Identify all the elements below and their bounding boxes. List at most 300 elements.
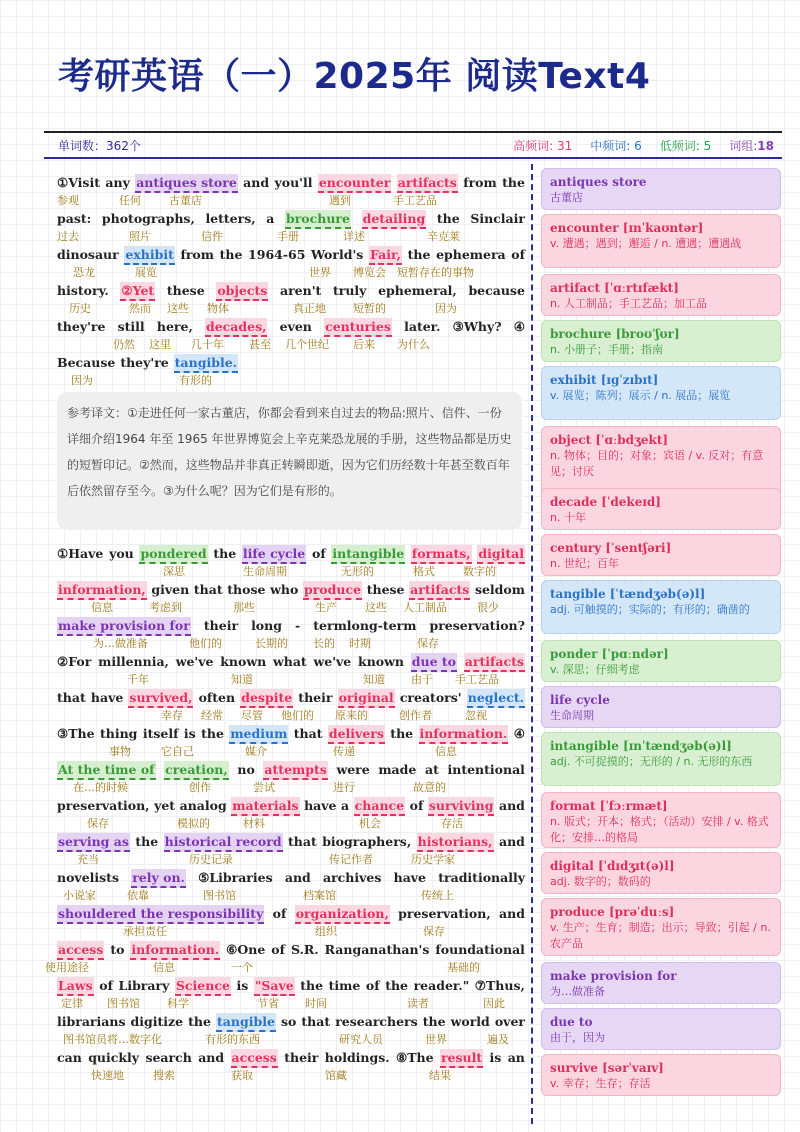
word: the xyxy=(422,1014,446,1029)
word: that xyxy=(301,1014,331,1029)
word: search xyxy=(145,1050,192,1065)
word: Because xyxy=(57,355,116,370)
chinese-gloss: 博览会 xyxy=(353,266,386,279)
vocab-definition: adj. 不可捉摸的；无形的 / n. 无形的东西 xyxy=(550,755,753,768)
word: preservation? xyxy=(429,618,525,633)
passage-line xyxy=(57,174,525,210)
word: so xyxy=(280,1014,297,1029)
vocab-word: intangible [ɪnˈtændʒəb(ə)l] xyxy=(550,739,732,753)
word: traditionally xyxy=(438,870,525,885)
word: the xyxy=(300,978,324,993)
word: that xyxy=(288,834,317,849)
chinese-gloss: 考虑到 xyxy=(149,601,182,614)
chinese-gloss: 知道 xyxy=(231,673,253,686)
highlighted-term: information. xyxy=(130,941,220,960)
word: made xyxy=(378,762,417,777)
word: preservation, xyxy=(57,798,150,813)
highlighted-term: exhibit xyxy=(124,246,175,265)
word: a xyxy=(266,211,275,226)
word: - xyxy=(295,618,301,633)
chinese-gloss: 传递 xyxy=(333,745,355,758)
word: have xyxy=(304,798,337,813)
highlighted-term: organization, xyxy=(295,905,390,924)
chinese-gloss: 信息 xyxy=(153,961,175,974)
chinese-gloss: 基础的 xyxy=(447,961,480,974)
vocab-card xyxy=(541,366,781,420)
word: ⑧The xyxy=(396,1050,434,1065)
word: truly xyxy=(332,283,367,298)
word: that xyxy=(293,726,323,741)
vocab-card xyxy=(541,1008,781,1050)
word: have xyxy=(393,870,427,885)
english-text xyxy=(57,761,525,780)
vocab-definition: n. 小册子；手册；指南 xyxy=(550,343,663,356)
english-text xyxy=(57,653,525,672)
vocab-definition: v. 遭遇；遇到；邂逅 / n. 遭遇；遭遇战 xyxy=(550,237,742,250)
low-frequency-value: 5 xyxy=(703,138,712,153)
chinese-gloss: 有形的 xyxy=(179,374,212,387)
english-text xyxy=(57,210,525,229)
chinese-gloss: 格式 xyxy=(413,565,435,578)
passage-line xyxy=(57,797,525,833)
word: the xyxy=(201,726,224,741)
highlighted-term: tangible. xyxy=(174,354,238,373)
highlighted-term: Science xyxy=(175,977,231,996)
chinese-gloss: 这些 xyxy=(167,302,189,315)
highlighted-term: access xyxy=(57,941,104,960)
word: reader." xyxy=(413,978,470,993)
passage-line xyxy=(57,282,525,318)
word: analog xyxy=(179,798,227,813)
word: ephemera xyxy=(436,247,506,262)
chinese-gloss: 时间 xyxy=(305,997,327,1010)
mid-frequency-count xyxy=(590,137,642,154)
chinese-gloss: 遍及 xyxy=(487,1033,509,1046)
highlighted-term: brochure xyxy=(285,210,351,229)
chinese-gloss: 几个世纪 xyxy=(285,338,329,351)
word: 1964-65 xyxy=(248,247,306,262)
highlighted-term: attempts xyxy=(263,761,327,780)
highlighted-term: delivers xyxy=(328,725,385,744)
word: no xyxy=(237,762,255,777)
highlighted-term: artifacts xyxy=(409,581,470,600)
english-text xyxy=(57,725,525,744)
word-count xyxy=(58,137,141,154)
vocab-word: produce [prəˈduːs] xyxy=(550,905,675,919)
chinese-gloss: 时期 xyxy=(349,637,371,650)
english-text xyxy=(57,941,525,960)
word: you xyxy=(109,546,134,561)
word-count-label: 单词数： xyxy=(58,138,107,153)
highlighted-term: Fair, xyxy=(369,246,402,265)
word: what xyxy=(272,654,307,669)
frequency-counts xyxy=(513,137,774,154)
vocab-card xyxy=(541,320,781,362)
highlighted-term: survived, xyxy=(128,689,193,708)
chinese-gloss: 他们的 xyxy=(189,637,222,650)
chinese-gloss: 长的 xyxy=(313,637,335,650)
chinese-gloss: 由于 xyxy=(411,673,433,686)
word: researchers xyxy=(335,1014,418,1029)
english-text xyxy=(57,318,525,337)
word: have xyxy=(90,690,124,705)
word: known xyxy=(220,654,267,669)
chinese-gloss: 保存 xyxy=(87,817,109,830)
word: over xyxy=(494,1014,525,1029)
vocab-card xyxy=(541,732,781,786)
word: world xyxy=(450,1014,490,1029)
chinese-gloss: 几十年 xyxy=(191,338,224,351)
word: who xyxy=(270,582,299,597)
chinese-gloss: 传记作者 xyxy=(329,853,373,866)
word: librarians xyxy=(57,1014,126,1029)
passage-line xyxy=(57,318,525,354)
word: they're xyxy=(57,319,106,334)
word: ③The xyxy=(57,726,95,741)
chinese-gloss: 图书馆 xyxy=(107,997,140,1010)
vocab-word: ponder [ˈpɑːndər] xyxy=(550,647,669,661)
vocab-definition: n. 物体；目的；对象；宾语 / v. 反对；有意见；讨厌 xyxy=(550,449,764,478)
passage-line xyxy=(57,905,525,941)
highlighted-term: produce xyxy=(303,581,362,600)
passage-line xyxy=(57,725,525,761)
vocab-definition: adj. 可触摸的；实际的；有形的；确凿的 xyxy=(550,603,750,616)
chinese-gloss: 事物 xyxy=(109,745,131,758)
word: S.R. xyxy=(290,942,319,957)
highlighted-term: antiques store xyxy=(135,174,238,193)
vocab-definition: 古董店 xyxy=(550,191,583,204)
chinese-gloss: 恐龙 xyxy=(73,266,95,279)
word: yet xyxy=(154,798,176,813)
word: novelists xyxy=(57,870,119,885)
word: here, xyxy=(156,319,193,334)
chinese-gloss: 数字的 xyxy=(463,565,496,578)
highlighted-term: encounter xyxy=(318,174,391,193)
word: and xyxy=(198,1050,225,1065)
vocab-word: tangible [ˈtændʒəb(ə)l] xyxy=(550,587,706,601)
chinese-gloss: 人工制品 xyxy=(403,601,447,614)
highlighted-term: objects xyxy=(216,282,268,301)
word: ②For xyxy=(57,654,92,669)
chinese-gloss: 手工艺品 xyxy=(393,194,437,207)
highlighted-term: decades, xyxy=(205,318,268,337)
word: aren't xyxy=(279,283,322,298)
word: to xyxy=(110,942,125,957)
chinese-gloss: 依靠 xyxy=(127,889,149,902)
chinese-gloss: 小说家 xyxy=(63,889,96,902)
highlighted-term: artifacts xyxy=(397,174,458,193)
vocab-definition: v. 展览；陈列；展示 / n. 展品；展览 xyxy=(550,389,731,402)
chinese-gloss: 传统上 xyxy=(421,889,454,902)
word: ④ xyxy=(513,319,525,334)
chinese-gloss: 读者 xyxy=(407,997,429,1010)
highlighted-term: rely on. xyxy=(131,869,186,888)
low-frequency-label: 低频词: xyxy=(659,138,704,153)
word: that xyxy=(193,582,223,597)
chinese-gloss: 尝试 xyxy=(253,781,275,794)
chinese-gloss: 材料 xyxy=(243,817,265,830)
english-text xyxy=(57,905,525,924)
english-text xyxy=(57,869,525,888)
word: time xyxy=(328,978,361,993)
chinese-gloss: 在…的时候 xyxy=(73,781,128,794)
mid-frequency-label: 中频词: xyxy=(590,138,635,153)
english-text xyxy=(57,1013,525,1032)
vocab-word: artifact [ˈɑːrtɪfækt] xyxy=(550,281,679,295)
vocab-card xyxy=(541,426,781,496)
chinese-gloss: 然而 xyxy=(129,302,151,315)
english-text xyxy=(57,246,525,265)
chinese-gloss: 短暂存在的事物 xyxy=(397,266,474,279)
chinese-gloss: 甚至 xyxy=(249,338,271,351)
highlighted-term: Laws xyxy=(57,977,94,996)
chinese-gloss: 生产 xyxy=(315,601,337,614)
word: archives xyxy=(323,870,382,885)
word: termlong-term xyxy=(313,618,417,633)
highlighted-term: make provision for xyxy=(57,617,191,636)
vocab-card xyxy=(541,1054,781,1096)
word: any xyxy=(105,175,130,190)
english-text xyxy=(57,174,525,193)
chinese-gloss: 生命周期 xyxy=(243,565,287,578)
phrase-count xyxy=(729,137,774,154)
word: the xyxy=(219,247,243,262)
word: the xyxy=(390,726,414,741)
passage-line xyxy=(57,210,525,246)
passage-line xyxy=(57,617,525,653)
highlighted-term: materials xyxy=(231,797,299,816)
word: Ranganathan's xyxy=(324,942,430,957)
english-text xyxy=(57,617,525,636)
word: the xyxy=(385,978,409,993)
phrase-count-value: 18 xyxy=(757,138,774,153)
vocab-definition: 生命周期 xyxy=(550,709,594,722)
word: they're xyxy=(120,355,169,370)
word: that xyxy=(57,690,86,705)
passage-line xyxy=(57,1049,525,1085)
high-frequency-value: 31 xyxy=(556,138,573,153)
word: ①Have xyxy=(57,546,104,561)
word: foundational xyxy=(435,942,525,957)
english-text xyxy=(57,581,525,600)
word: these xyxy=(166,283,205,298)
vocab-definition: v. 生产；生育；制造；出示；导致；引起 / n. 农产品 xyxy=(550,921,771,950)
word: of xyxy=(311,546,326,561)
passage-line xyxy=(57,246,525,282)
highlighted-term: life cycle xyxy=(242,545,306,564)
chinese-gloss: 为什么 xyxy=(397,338,430,351)
vocab-card xyxy=(541,640,781,682)
word: a xyxy=(341,798,350,813)
word: intentional xyxy=(447,762,525,777)
chinese-gloss: 机会 xyxy=(359,817,381,830)
passage-line xyxy=(57,833,525,869)
word: is xyxy=(236,978,249,993)
word: the xyxy=(502,175,525,190)
chinese-gloss: 故意的 xyxy=(413,781,446,794)
word: thing xyxy=(99,726,138,741)
word: holdings. xyxy=(324,1050,390,1065)
vocab-word: due to xyxy=(550,1015,593,1029)
word: Library xyxy=(118,978,170,993)
word: letters, xyxy=(205,211,256,226)
highlighted-term: artifacts xyxy=(464,653,525,672)
chinese-gloss: 千年 xyxy=(127,673,149,686)
chinese-gloss: 模拟的 xyxy=(177,817,210,830)
vocab-definition: 由于，因为 xyxy=(550,1031,605,1044)
chinese-gloss: 长期的 xyxy=(255,637,288,650)
chinese-gloss: 后来 xyxy=(353,338,375,351)
chinese-gloss: 短暂的 xyxy=(353,302,386,315)
word: seldom xyxy=(474,582,525,597)
chinese-gloss: 快速地 xyxy=(91,1069,124,1082)
word: were xyxy=(336,762,370,777)
vocab-card xyxy=(541,580,781,634)
chinese-gloss: 物体 xyxy=(207,302,229,315)
highlighted-term: due to xyxy=(411,653,457,672)
stats-bar xyxy=(44,131,782,159)
chinese-gloss: 原来的 xyxy=(335,709,368,722)
word: the xyxy=(188,1014,211,1029)
word: from xyxy=(463,175,497,190)
chinese-gloss: 媒介 xyxy=(245,745,267,758)
highlighted-term: original xyxy=(338,689,395,708)
vocab-word: digital [ˈdɪdʒɪt(ə)l] xyxy=(550,859,675,873)
vocab-word: century [ˈsentʃəri] xyxy=(550,541,672,555)
word: long xyxy=(251,618,282,633)
chinese-gloss: 手工艺品 xyxy=(455,673,499,686)
chinese-gloss: 遇到 xyxy=(329,194,351,207)
word: ⑦Thus, xyxy=(474,978,525,993)
chinese-gloss: 仍然 xyxy=(113,338,135,351)
word: creators' xyxy=(399,690,462,705)
passage-line xyxy=(57,761,525,797)
chinese-gloss: 任何 xyxy=(119,194,141,207)
vocab-card xyxy=(541,852,781,894)
passage-line xyxy=(57,1013,525,1049)
low-frequency-count xyxy=(660,137,712,154)
chinese-gloss: 那些 xyxy=(233,601,255,614)
vocab-card xyxy=(541,792,781,848)
vocab-word: life cycle xyxy=(550,693,610,707)
vocab-definition: 为…做准备 xyxy=(550,985,605,998)
chinese-gloss: 一个 xyxy=(231,961,253,974)
highlighted-term: detailing xyxy=(362,210,427,229)
word: their xyxy=(298,690,333,705)
vocab-word: exhibit [ɪɡˈzɪbɪt] xyxy=(550,373,659,387)
word: at xyxy=(424,762,439,777)
vocab-word: format [ˈfɔːrmæt] xyxy=(550,799,668,813)
highlighted-term: intangible xyxy=(331,545,405,564)
highlighted-term: pondered xyxy=(139,545,207,564)
word: of xyxy=(271,942,285,957)
chinese-gloss: 详述 xyxy=(343,230,365,243)
chinese-gloss: 手册 xyxy=(277,230,299,243)
word: of xyxy=(409,798,424,813)
vocab-card xyxy=(541,898,781,956)
highlighted-term: surviving xyxy=(428,797,495,816)
word: Sinclair xyxy=(470,211,525,226)
vocab-definition: n. 版式；开本；格式；（活动）安排 / v. 格式化；安排…的格局 xyxy=(550,815,769,844)
column-divider xyxy=(531,164,533,1124)
vocab-word: make provision for xyxy=(550,969,677,983)
highlighted-term: historical record xyxy=(164,833,283,852)
chinese-gloss: 节省 xyxy=(257,997,279,1010)
vocab-definition: n. 人工制品；手工艺品；加工品 xyxy=(550,297,707,310)
vocab-word: encounter [ɪnˈkaʊntər] xyxy=(550,221,704,235)
word: later. xyxy=(404,319,441,334)
highlighted-term: chance xyxy=(354,797,405,816)
chinese-gloss: 充当 xyxy=(77,853,99,866)
word: and xyxy=(284,870,311,885)
chinese-gloss: 保存 xyxy=(417,637,439,650)
chinese-gloss: 这里 xyxy=(149,338,171,351)
word-count-value: 362个 xyxy=(106,138,141,153)
chinese-gloss: 因为 xyxy=(71,374,93,387)
phrase-count-label: 词组: xyxy=(729,138,758,153)
page-title: 考研英语（一）2025年 阅读Text4 xyxy=(58,56,651,97)
highlighted-term: access xyxy=(231,1049,278,1068)
chinese-gloss: 馆藏 xyxy=(325,1069,347,1082)
high-frequency-count xyxy=(513,137,572,154)
highlighted-term: "Save xyxy=(254,977,295,996)
word: we've xyxy=(313,654,352,669)
word: given xyxy=(151,582,190,597)
word: their xyxy=(203,618,239,633)
word: those xyxy=(227,582,266,597)
chinese-gloss: 搜索 xyxy=(153,1069,175,1082)
word: the xyxy=(436,211,460,226)
chinese-gloss: 因为 xyxy=(435,302,457,315)
word: of xyxy=(272,906,287,921)
english-text xyxy=(57,833,525,852)
word: itself xyxy=(142,726,179,741)
chinese-gloss: 他们的 xyxy=(281,709,314,722)
passage-line xyxy=(57,581,525,617)
vocab-definition: n. 十年 xyxy=(550,511,586,524)
highlighted-term: neglect. xyxy=(467,689,525,708)
vocab-card xyxy=(541,168,781,210)
word: these xyxy=(366,582,405,597)
word: we've xyxy=(175,654,214,669)
word: ephemeral, xyxy=(378,283,457,298)
chinese-gloss: 历史 xyxy=(69,302,91,315)
word: digitize xyxy=(130,1014,184,1029)
highlighted-term: shouldered the responsibility xyxy=(57,905,264,924)
highlighted-term: information. xyxy=(419,725,509,744)
word: the xyxy=(213,546,237,561)
word: of xyxy=(511,247,525,262)
vocab-word: decade [ˈdekeɪd] xyxy=(550,495,661,509)
chinese-gloss: 进行 xyxy=(333,781,355,794)
highlighted-term: historians, xyxy=(417,833,494,852)
passage-line xyxy=(57,689,525,725)
highlighted-term: tangible xyxy=(216,1013,276,1032)
chinese-gloss: 尽管 xyxy=(241,709,263,722)
passage-line xyxy=(57,545,525,581)
chinese-gloss: 创作者 xyxy=(399,709,432,722)
chinese-gloss: 展览 xyxy=(135,266,157,279)
chinese-gloss: 创作 xyxy=(189,781,211,794)
chinese-gloss: 科学 xyxy=(167,997,189,1010)
word: ⑤Libraries xyxy=(198,870,273,885)
chinese-gloss: 存活 xyxy=(441,817,463,830)
chinese-gloss: 它自己 xyxy=(161,745,194,758)
vocab-word: antiques store xyxy=(550,175,647,189)
word: is xyxy=(183,726,196,741)
word: and xyxy=(243,175,270,190)
highlighted-term: medium xyxy=(229,725,288,744)
